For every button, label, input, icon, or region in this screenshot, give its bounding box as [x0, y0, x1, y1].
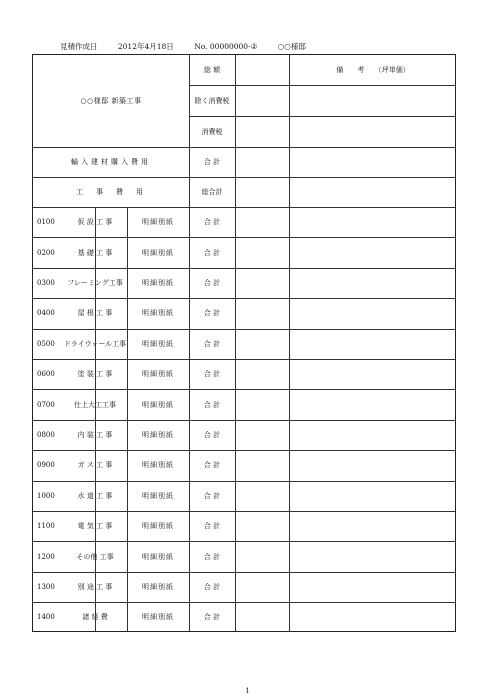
row-work-name: 塗 装 工 事 [77, 370, 113, 379]
row-total-label: 合 計 [203, 461, 221, 470]
row-code: 0200 [37, 248, 55, 257]
table-divider [33, 177, 455, 178]
row-work-name: 基 礎 工 事 [77, 248, 113, 257]
table-divider [33, 359, 455, 360]
row-total-label: 合 計 [203, 339, 221, 348]
row-code: 1200 [37, 552, 55, 561]
column-divider [95, 207, 96, 631]
row-detail-link: 明細別紙 [142, 552, 174, 561]
row-detail-link: 明細別紙 [142, 278, 174, 287]
row-detail-link: 明細別紙 [142, 613, 174, 622]
row-work-name: 別 途 工 事 [77, 582, 113, 591]
row-work-name: 屋 根 工 事 [77, 309, 113, 318]
table-divider [189, 116, 455, 117]
table-divider [33, 511, 455, 512]
row-total-label: 合 計 [203, 582, 221, 591]
row-code: 1400 [37, 613, 55, 622]
table-divider [33, 207, 455, 208]
row-work-name: 仕上大工工事 [74, 400, 116, 409]
row-detail-link: 明細別紙 [142, 430, 174, 439]
imported-materials-label: 輸入建材購入費用 [71, 158, 151, 166]
row-code: 0300 [37, 278, 55, 287]
client-name: ○○様邸 [277, 42, 306, 51]
total-amount-label: 総 額 [203, 66, 221, 74]
table-divider [33, 481, 455, 482]
table-divider [33, 237, 455, 238]
excl-tax-label: 除く消費税 [194, 96, 230, 105]
table-divider [33, 602, 455, 603]
row-total-label: 合 計 [203, 218, 221, 227]
row-work-name: ドライウォール工事 [63, 339, 127, 348]
construction-cost-label: 工 事 費 用 [76, 188, 146, 196]
row-detail-link: 明細別紙 [142, 491, 174, 500]
table-divider [33, 541, 455, 542]
column-divider [189, 55, 190, 631]
row-work-name: 水 道 工 事 [77, 491, 113, 500]
grand-total-label: 総合計 [201, 188, 223, 196]
column-divider [127, 207, 128, 631]
table-divider [33, 147, 455, 148]
date-value: 2012年4月18日 [117, 42, 174, 51]
row-total-label: 合 計 [203, 552, 221, 561]
table-divider [33, 572, 455, 573]
column-divider [235, 55, 236, 631]
row-detail-link: 明細別紙 [142, 582, 174, 591]
row-detail-link: 明細別紙 [142, 248, 174, 257]
row-code: 1100 [37, 522, 55, 531]
row-total-label: 合 計 [203, 370, 221, 379]
row-detail-link: 明細別紙 [142, 461, 174, 470]
row-code: 0500 [37, 339, 55, 348]
page-number: 1 [245, 687, 250, 695]
row-work-name: その他 工事 [76, 552, 114, 561]
row-detail-link: 明細別紙 [142, 309, 174, 318]
row-detail-link: 明細別紙 [142, 522, 174, 531]
row-code: 0600 [37, 370, 55, 379]
row-code: 1000 [37, 491, 55, 500]
row-detail-link: 明細別紙 [142, 400, 174, 409]
row-detail-link: 明細別紙 [142, 370, 174, 379]
row-total-label: 合 計 [203, 248, 221, 257]
imported-total-label: 合 計 [203, 158, 221, 166]
table-divider [33, 389, 455, 390]
row-detail-link: 明細別紙 [142, 218, 174, 227]
row-total-label: 合 計 [203, 278, 221, 287]
row-total-label: 合 計 [203, 430, 221, 439]
row-total-label: 合 計 [203, 400, 221, 409]
table-divider [33, 450, 455, 451]
row-work-name: 仮 設 工 事 [77, 218, 113, 227]
row-code: 0100 [37, 218, 55, 227]
table-divider [33, 420, 455, 421]
row-code: 1300 [37, 582, 55, 591]
row-code: 0800 [37, 430, 55, 439]
estimate-number: No. 00000000-② [194, 42, 258, 51]
row-work-name: 電 気 工 事 [77, 522, 113, 531]
tax-label: 消費税 [201, 127, 223, 136]
row-code: 0400 [37, 309, 55, 318]
document-header [60, 41, 324, 52]
table-divider [33, 298, 455, 299]
row-code: 0700 [37, 400, 55, 409]
row-total-label: 合 計 [203, 613, 221, 622]
table-divider [189, 85, 455, 86]
row-work-name: 諸 経 費 [82, 613, 108, 622]
estimate-sheet [32, 54, 456, 632]
row-code: 0900 [37, 461, 55, 470]
date-label: 見積作成日 [60, 42, 98, 51]
row-work-name: フレーミング工事 [67, 278, 123, 287]
row-work-name: 内 装 工 事 [77, 430, 113, 439]
table-divider [33, 268, 455, 269]
row-total-label: 合 計 [203, 309, 221, 318]
remarks-label: 備 考 （坪単価） [336, 66, 410, 74]
row-detail-link: 明細別紙 [142, 339, 174, 348]
row-work-name: ガ ス 工 事 [77, 461, 113, 470]
row-total-label: 合 計 [203, 491, 221, 500]
row-total-label: 合 計 [203, 522, 221, 531]
project-title: ○○様邸 新築工事 [80, 97, 142, 105]
table-divider [33, 329, 455, 330]
column-divider [289, 55, 290, 631]
